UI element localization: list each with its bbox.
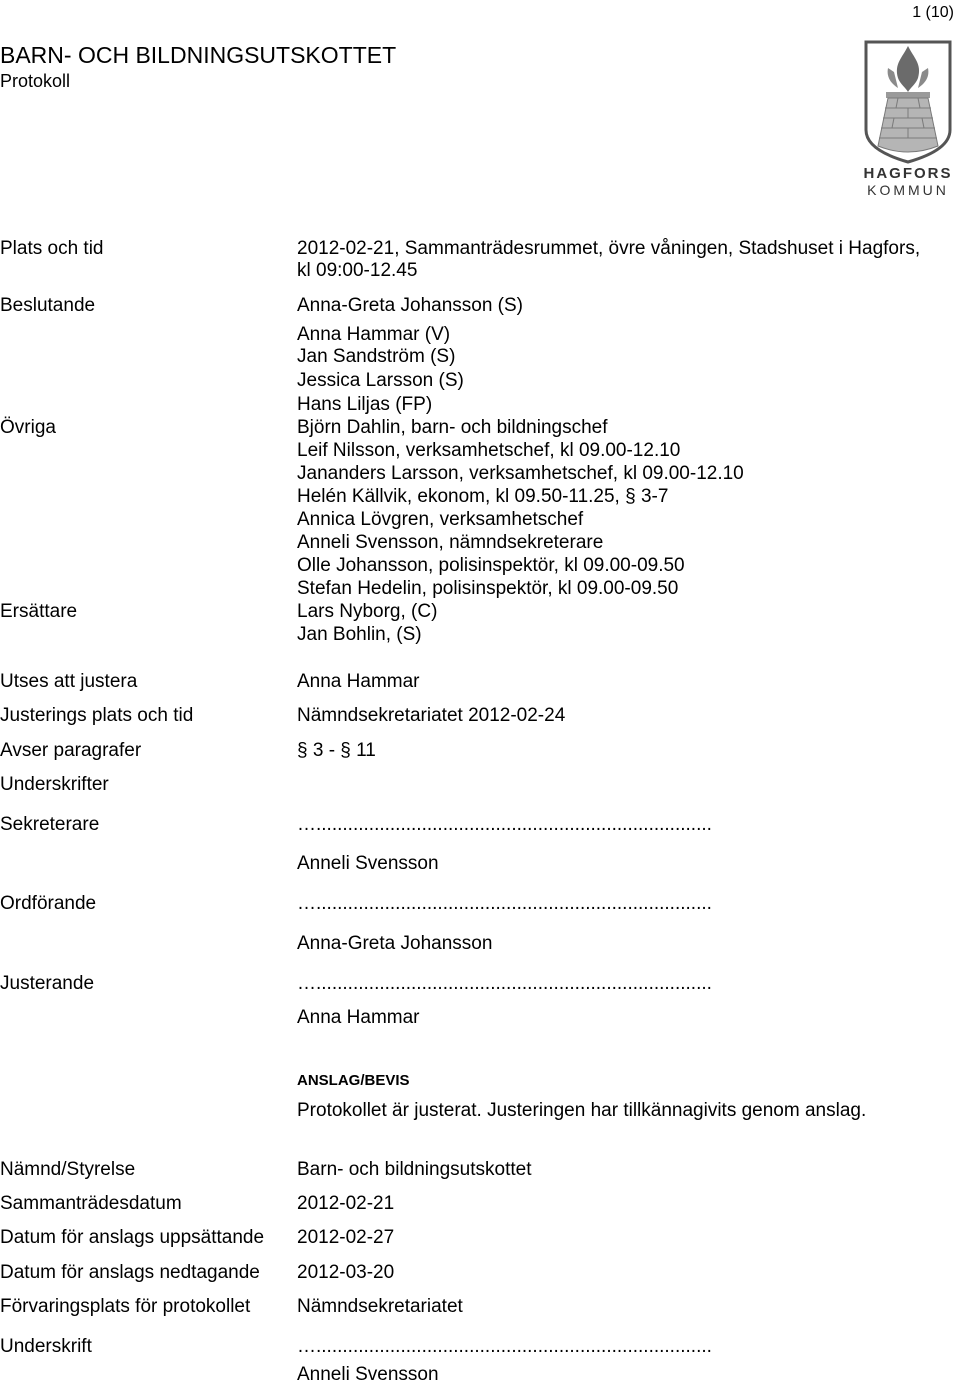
chair-signature-line: …........................................................................... — [297, 893, 712, 914]
document-type: Protokoll — [0, 71, 71, 91]
adjuster-label: Justerande — [0, 973, 95, 994]
secretary-signature-line: …........................................................................... — [297, 814, 712, 835]
paragraphs-value: § 3 - § 11 — [297, 740, 376, 761]
other-member: Björn Dahlin, barn- och bildningschef — [297, 417, 608, 438]
paragraphs-label: Avser paragrafer — [0, 740, 142, 761]
other-member: Annica Lövgren, verksamhetschef — [297, 509, 584, 530]
place-time-value-line1: 2012-02-21, Sammanträdesrummet, övre våningen, Stadshuset i Hagfors, — [297, 238, 921, 259]
decision-member: Anna Hammar (V) — [297, 324, 451, 345]
secretary-label: Sekreterare — [0, 814, 100, 835]
notice-heading: ANSLAG/BEVIS — [297, 1072, 410, 1089]
notice-signature-line: …........................................................................... — [297, 1336, 712, 1357]
page-number: 1 (10) — [912, 4, 954, 21]
logo-text-kommun: KOMMUN — [867, 182, 949, 198]
substitutes-label: Ersättare — [0, 601, 78, 622]
notice-row-value: 2012-02-27 — [297, 1227, 395, 1248]
notice-signature-name: Anneli Svensson — [297, 1364, 439, 1385]
adjuster-name: Anna Hammar — [297, 1007, 420, 1028]
notice-row-label: Förvaringsplats för protokollet — [0, 1296, 251, 1317]
appointed-adjuster-label: Utses att justera — [0, 671, 138, 692]
place-time-label: Plats och tid — [0, 238, 104, 259]
other-member: Leif Nilsson, verksamhetschef, kl 09.00-12.10 — [297, 440, 681, 461]
secretary-name: Anneli Svensson — [297, 853, 439, 874]
notice-statement: Protokollet är justerat. Justeringen har tillkännagivits genom anslag. — [297, 1100, 867, 1121]
other-member: Stefan Hedelin, polisinspektör, kl 09.00-09.50 — [297, 578, 679, 599]
other-member: Helén Källvik, ekonom, kl 09.50-11.25, § 3-7 — [297, 486, 669, 507]
adjustment-place-value: Nämndsekretariatet 2012-02-24 — [297, 705, 566, 726]
notice-row-label: Nämnd/Styrelse — [0, 1159, 136, 1180]
substitute-member: Jan Bohlin, (S) — [297, 624, 422, 645]
decision-member: Hans Liljas (FP) — [297, 394, 433, 415]
substitute-member: Lars Nyborg, (C) — [297, 601, 438, 622]
adjuster-signature-line: …........................................................................... — [297, 973, 712, 994]
notice-row-value: Barn- och bildningsutskottet — [297, 1159, 532, 1180]
other-member: Anneli Svensson, nämndsekreterare — [297, 532, 604, 553]
notice-row-label: Sammanträdesdatum — [0, 1193, 182, 1214]
committee-title: BARN- OCH BILDNINGSUTSKOTTET — [0, 42, 397, 68]
appointed-adjuster-value: Anna Hammar — [297, 671, 420, 692]
chair-label: Ordförande — [0, 893, 97, 914]
others-label: Övriga — [0, 417, 56, 438]
other-member: Olle Johansson, polisinspektör, kl 09.00-09.50 — [297, 555, 685, 576]
decision-member: Anna-Greta Johansson (S) — [297, 295, 524, 316]
decision-member: Jan Sandström (S) — [297, 346, 456, 367]
place-time-value-line2: kl 09:00-12.45 — [297, 260, 418, 281]
logo-text-hagfors: HAGFORS — [863, 165, 953, 182]
other-member: Jananders Larsson, verksamhetschef, kl 09.00-12.10 — [297, 463, 744, 484]
notice-row-label: Datum för anslags nedtagande — [0, 1262, 260, 1283]
chair-name: Anna-Greta Johansson — [297, 933, 493, 954]
notice-signature-label: Underskrift — [0, 1336, 92, 1357]
signatures-heading: Underskrifter — [0, 774, 109, 795]
notice-row-label: Datum för anslags uppsättande — [0, 1227, 265, 1248]
hagfors-kommun-logo — [858, 38, 958, 198]
notice-row-value: Nämndsekretariatet — [297, 1296, 463, 1317]
adjustment-place-label: Justerings plats och tid — [0, 705, 194, 726]
notice-row-value: 2012-03-20 — [297, 1262, 395, 1283]
decision-makers-label: Beslutande — [0, 295, 96, 316]
notice-row-value: 2012-02-21 — [297, 1193, 395, 1214]
decision-member: Jessica Larsson (S) — [297, 370, 464, 391]
